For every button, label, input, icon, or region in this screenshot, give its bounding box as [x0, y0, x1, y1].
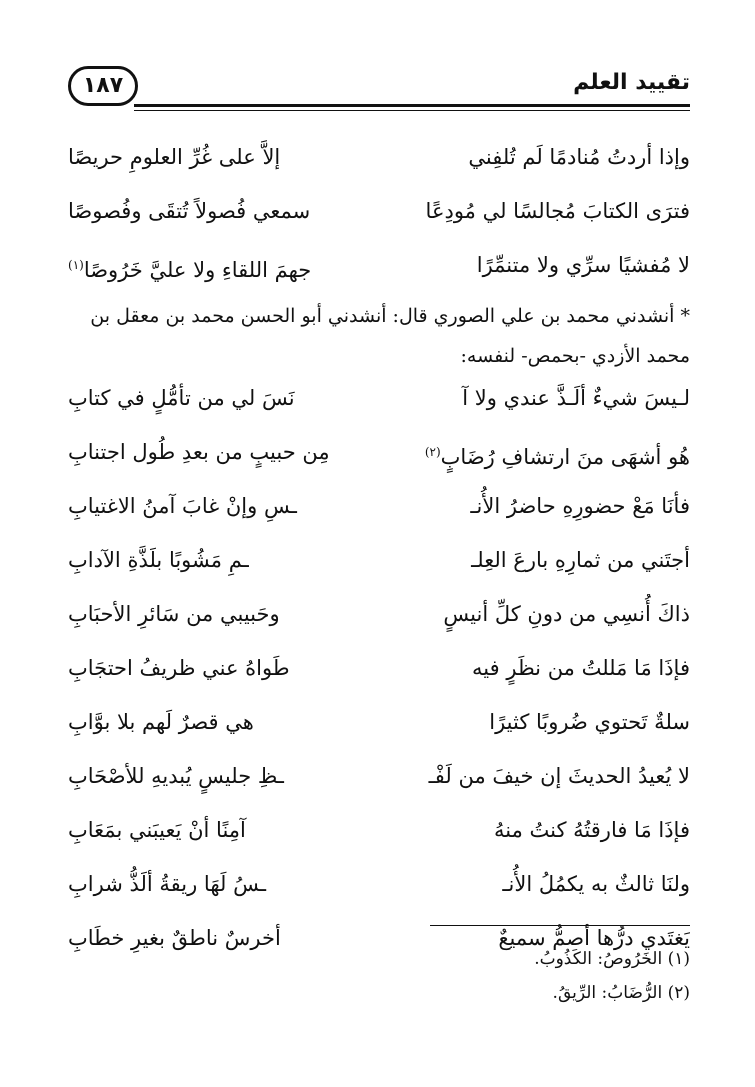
verse: [68, 756, 690, 810]
verse: [68, 245, 690, 299]
verse-second-text: نَسَ لي من تأمُّلٍ في كتابِ: [68, 386, 295, 410]
verse-first-hemistich: لـيسَ شيءٌ ألَـذَّ عندي ولا آ: [462, 386, 690, 410]
verse-second-text: مِن حبيبٍ من بعدِ طُول اجتنابِ: [68, 440, 330, 464]
verse: [68, 594, 690, 648]
verse-second-text: أخرسٌ ناطقٌ بغيرِ خطَابِ: [68, 926, 281, 950]
verse-second-text: ـسُ لَهَا ريقةُ ألَذُّ شرابِ: [68, 872, 267, 896]
verse-first-hemistich: فأنَا مَعْ حضورِهِ حاضرُ الأُنـ: [470, 494, 690, 518]
verse: [68, 486, 690, 540]
footnotes: [290, 942, 690, 1010]
verse-first-hemistich: يَغتَدي درُّها أصمُّ سميعٌ: [498, 926, 690, 950]
verse: [68, 864, 690, 918]
verse-second-hemistich: [68, 432, 368, 472]
verse-second-text: وحَبيبي من سَائرِ الأحبَابِ: [68, 602, 280, 626]
verse-second-text: ـظِ جليسٍ يُبديهِ للأصْحَابِ: [68, 764, 284, 788]
footnote-reference: (١): [68, 258, 84, 272]
verse-first-hemistich: فإذَا مَا مَللتُ من نظَرٍ فيه: [472, 656, 690, 680]
verse-second-hemistich: [68, 486, 368, 526]
verse-first-hemistich: [390, 432, 690, 477]
verse-second-text: إلاَّ على غُرِّ العلومِ حريصًا: [68, 145, 281, 169]
verse-second-hemistich: [68, 702, 368, 742]
verse-second-hemistich: [68, 245, 368, 290]
verse-first-hemistich: ولنَا ثالثٌ به يكمُلُ الأُنـ: [502, 872, 690, 896]
footnote: (٢) الرُّضَابُ: الرِّيقُ.: [552, 983, 690, 1003]
prose-line: * أنشدني محمد بن علي الصوري قال: أنشدني أبو الحسن محمد بن معقل بن: [90, 305, 690, 327]
verse: [68, 648, 690, 702]
verse-first-hemistich: سلةٌ تَحتوي ضُروبًا كثيرًا: [489, 710, 690, 734]
verse-second-hemistich: [68, 756, 368, 796]
footnote: (١) الخَرُوصُ: الكَذُوبُ.: [534, 949, 690, 969]
poem-two: [68, 378, 690, 972]
verse: [68, 540, 690, 594]
verse-first-hemistich: ذاكَ أُنسِي من دونِ كلِّ أنيسٍ: [443, 602, 690, 626]
verse-second-hemistich: [68, 137, 368, 177]
verse-second-text: طَواهُ عني ظريفُ احتجَابِ: [68, 656, 290, 680]
verse-second-text: هي قصرٌ لَهم بلا بوَّابِ: [68, 710, 254, 734]
verse-second-hemistich: [68, 540, 368, 580]
verse-second-text: آمِنًا أنْ يَعيبَني بمَعَابِ: [68, 818, 246, 842]
verse-first-hemistich: فإذَا مَا فارقتُهُ كنتُ منهُ: [494, 818, 690, 842]
header-rule-thin: [134, 110, 690, 111]
prose-intro: [68, 296, 690, 376]
running-title: تقييد العلم: [573, 70, 690, 95]
verse-second-text: ـمِ مَشُوبًا بلَذَّةِ الآدابِ: [68, 548, 249, 572]
verse-first-hemistich: فترَى الكتابَ مُجالسًا لي مُودِعًا: [425, 199, 690, 223]
verse: [68, 432, 690, 486]
footnote-reference: (٢): [424, 445, 441, 459]
verse-first-hemistich: لا يُعيدُ الحديثَ إن خيفَ من لَفْـ: [428, 764, 690, 788]
verse-second-text: ـسِ وإنْ غابَ آمنُ الاغتيابِ: [68, 494, 297, 518]
footnote-separator: [430, 925, 690, 926]
verse-second-hemistich: [68, 810, 368, 850]
verse-second-hemistich: [68, 864, 368, 904]
verse-first-hemistich: وإذا أردتُ مُنادمًا لَم تُلفِني: [468, 145, 690, 169]
prose-line: محمد الأزدي -بحمص- لنفسه:: [460, 345, 690, 367]
verse-first-hemistich: لا مُفشيًا سرِّي ولا متنمِّرًا: [476, 253, 690, 277]
verse: [68, 191, 690, 245]
verse-second-hemistich: [68, 648, 368, 688]
verse-second-hemistich: [68, 594, 368, 634]
verse: [68, 378, 690, 432]
verse-second-text: جهمَ اللقاءِ ولا عليَّ خَرُوصًا: [83, 258, 312, 282]
verse-first-text: هُو أشهَى منَ ارتشافِ رُضَابٍ: [440, 445, 690, 469]
page-number-badge: ١٨٧: [68, 66, 138, 106]
verse-first-hemistich: أجتَني من ثمارِهِ بارعَ العِلـ: [471, 548, 690, 572]
verse-second-text: سمعي فُصولاً تُتقَى وفُصوصًا: [68, 199, 311, 223]
poem-one: [68, 137, 690, 299]
verse-second-hemistich: [68, 378, 368, 418]
verse: [68, 702, 690, 756]
verse: [68, 810, 690, 864]
page-header: [68, 66, 690, 116]
verse: [68, 137, 690, 191]
header-rule: [134, 104, 690, 107]
verse-second-hemistich: [68, 191, 368, 231]
